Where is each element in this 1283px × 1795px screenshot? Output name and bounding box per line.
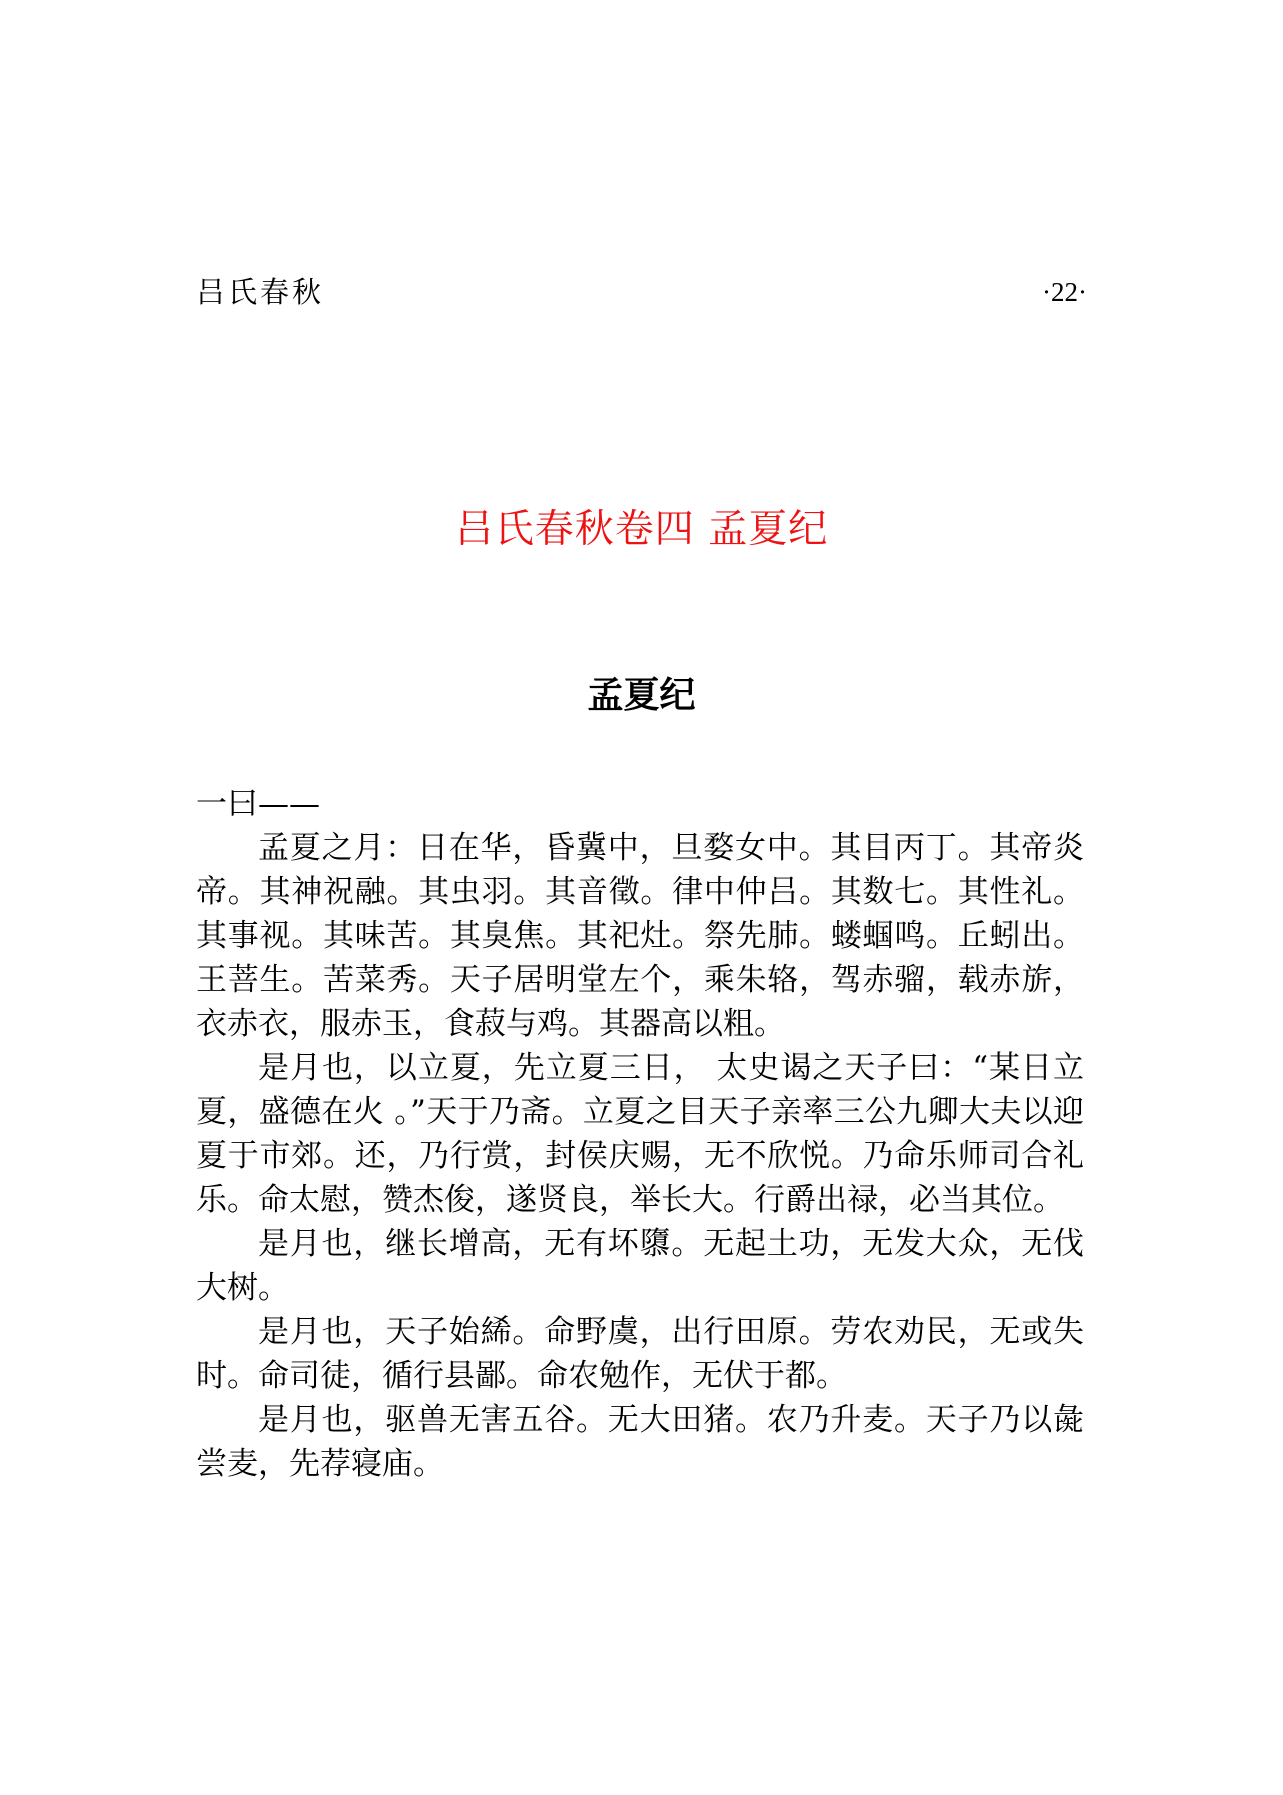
- paragraph: 是月也，以立夏，先立夏三日， 太史谒之天子曰：“某日立夏，盛德在火 。”天于乃斋。立夏之目天子亲率三公九卿大夫以迎夏于市郊。还，乃行赏，封侯庆赐，无不欣悦。乃命乐师司合礼乐。命太慰，赞杰俊，遂贤良，举长大。行爵出禄，必当其位。: [196, 1050, 1084, 1218]
- paragraph: 孟夏之月：日在华，昏冀中，旦婺女中。其目丙丁。其帝炎帝。其神祝融。其虫羽。其音徵。律中仲吕。其数七。其性礼。其事视。其味苦。其臭焦。其祀灶。祭先肺。蝼蝈鸣。丘蚓出。王菩生。苦菜秀。天子居明堂左个，乘朱辂，驾赤骝，载赤旂，衣赤衣，服赤玉，食菽与鸡。其器高以粗。: [196, 830, 1084, 1042]
- book-name: 吕氏春秋: [196, 275, 325, 309]
- volume-title: 吕氏春秋卷四 孟夏纪: [454, 507, 829, 552]
- chapter-title: 孟夏纪: [587, 675, 696, 716]
- page-number: ·22·: [1042, 277, 1087, 307]
- paragraph: 是月也，继长增高，无有坏隳。无起土功，无发大众，无伐大树。: [196, 1226, 1084, 1306]
- paragraph: 是月也，驱兽无害五谷。无大田猪。农乃升麦。天子乃以彘尝麦，先荐寝庙。: [196, 1402, 1084, 1482]
- section-mark: 一曰——: [196, 786, 320, 822]
- body-text: [196, 782, 1084, 1486]
- running-header: [196, 270, 1087, 314]
- paragraph: 是月也，天子始絺。命野虞，出行田原。劳农劝民，无或失时。命司徒，循行县鄙。命农勉作，无伏于都。: [196, 1314, 1084, 1394]
